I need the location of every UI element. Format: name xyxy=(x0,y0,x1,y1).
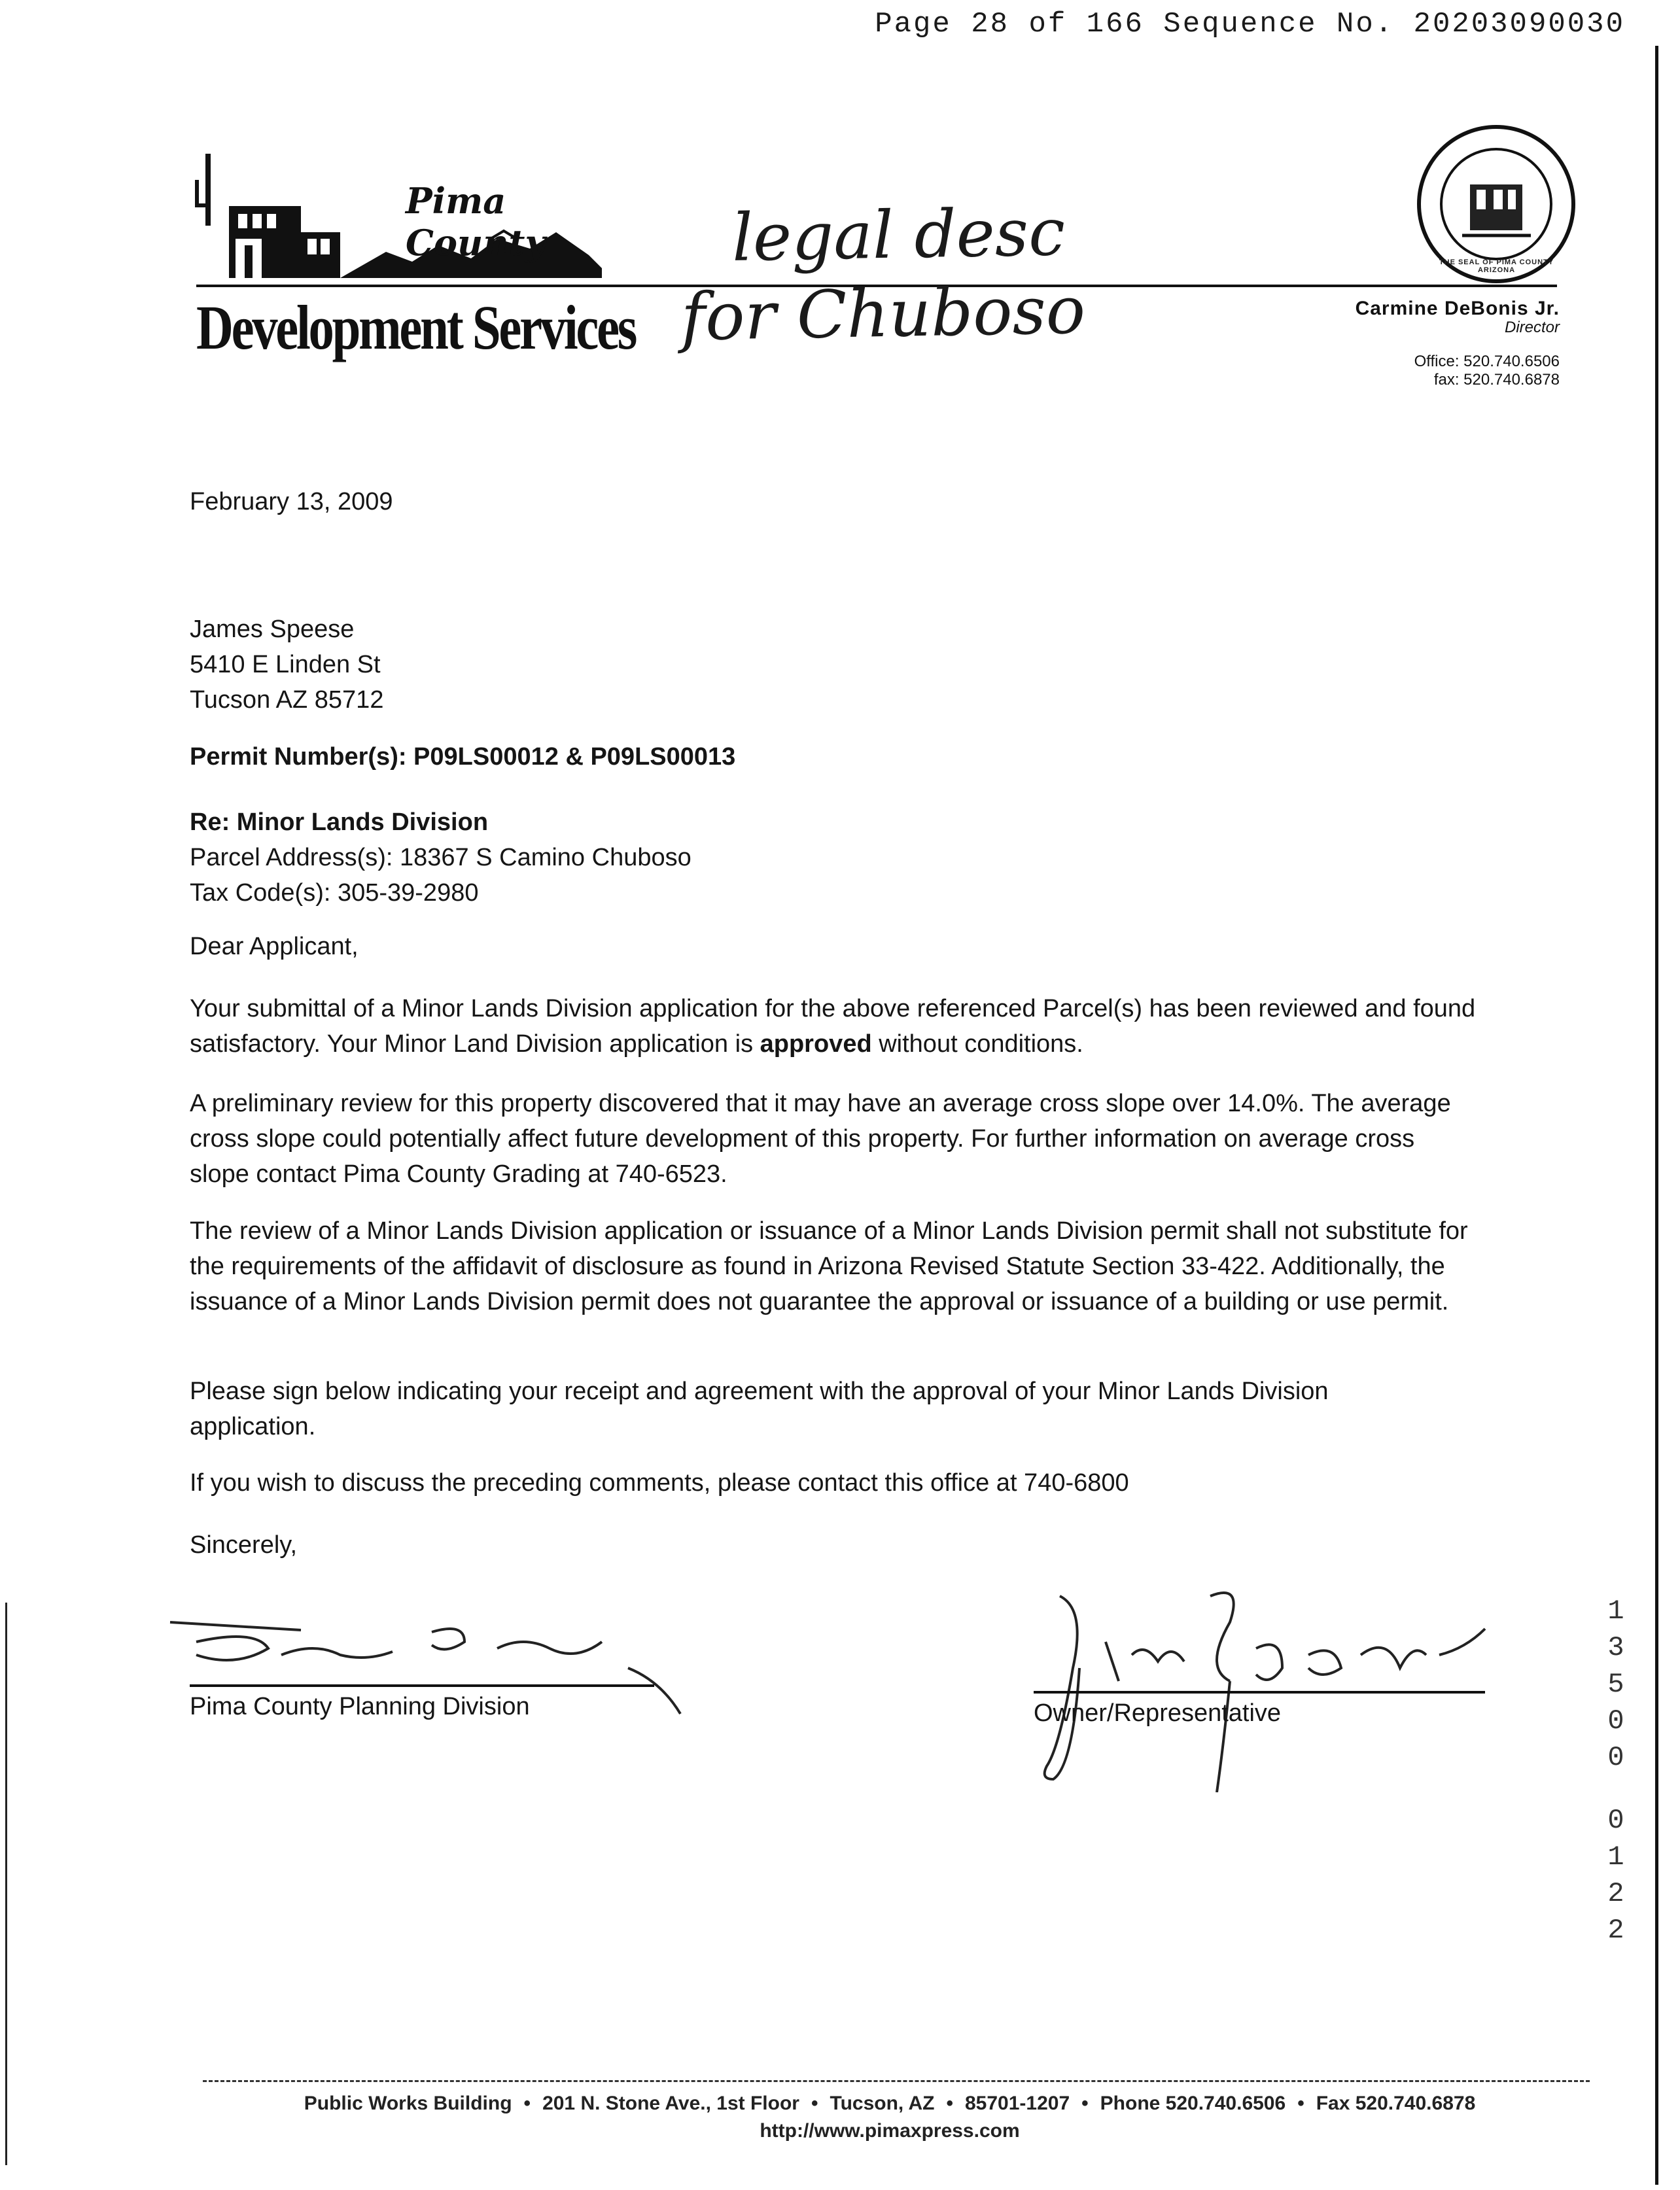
footer xyxy=(209,2090,1570,2145)
recipient-city: Tucson AZ 85712 xyxy=(190,686,384,714)
recipient-name: James Speese xyxy=(190,616,355,643)
footer-zip: 85701-1207 xyxy=(964,2093,1070,2114)
stamp-digit: 0 xyxy=(1607,1705,1624,1737)
closing: Sincerely, xyxy=(190,1531,298,1559)
approved-word: approved xyxy=(760,1030,872,1058)
paragraph-sign-request: Please sign below indicating your receipt and agreement with the approval of your Minor Lands Division application. xyxy=(190,1378,1329,1440)
stamp-digit: 2 xyxy=(1607,1915,1624,1946)
director-title: Director xyxy=(1504,319,1560,336)
footer-city: Tucson, AZ xyxy=(830,2093,935,2114)
county-seal xyxy=(1416,124,1577,285)
recipient-street: 5410 E Linden St xyxy=(190,651,381,678)
paragraph-contact: If you wish to discuss the preceding comments, please contact this office at 740-6800 xyxy=(190,1469,1129,1497)
stamp-digit: 0 xyxy=(1607,1805,1624,1836)
tax-code: Tax Code(s): 305-39-2980 xyxy=(190,879,479,907)
handwritten-signature-right xyxy=(1034,1583,1518,1792)
signature-label-right: Owner/Representative xyxy=(1034,1699,1282,1727)
fax-number: fax: 520.740.6878 xyxy=(1433,371,1560,389)
handwritten-note-line2: for Chuboso xyxy=(680,271,1086,356)
salutation: Dear Applicant, xyxy=(190,933,359,960)
side-stamp-number xyxy=(1600,1593,1632,1949)
signature-line-left xyxy=(190,1684,654,1687)
signature-owner xyxy=(1034,1583,1518,1792)
parcel-address: Parcel Address(s): 18367 S Camino Chuboso xyxy=(190,844,691,871)
signature-line-right xyxy=(1034,1691,1485,1694)
stamp-digit: 5 xyxy=(1607,1669,1624,1700)
handwritten-note-line1: legal desc xyxy=(731,194,1066,276)
footer-street: 201 N. Stone Ave., 1st Floor xyxy=(542,2093,799,2114)
stamp-digit: 1 xyxy=(1607,1595,1624,1627)
office-phone: Office: 520.740.6506 xyxy=(1414,353,1560,370)
department-name: Development Services xyxy=(196,292,636,362)
footer-building: Public Works Building xyxy=(304,2093,512,2114)
permit-numbers: Permit Number(s): P09LS00012 & P09LS00013 xyxy=(190,743,736,771)
stamp-digit: 1 xyxy=(1607,1841,1624,1873)
scan-border-right xyxy=(1655,46,1658,2185)
stamp-digit: 3 xyxy=(1607,1632,1624,1663)
page-sequence-header: Page 28 of 166 Sequence No. 20203090030 xyxy=(875,8,1625,41)
signature-planning xyxy=(157,1616,693,1733)
re-block xyxy=(190,805,691,911)
paragraph-approval-tail: without conditions. xyxy=(871,1030,1083,1058)
paragraph-cross-slope: A preliminary review for this property discovered that it may have an average cross slope over 14.0%. The average cross slope could potentially affect future development of this property. For further information on average cross slope contact Pima County Grading at 740-6523. xyxy=(190,1090,1451,1188)
recipient-address xyxy=(190,612,383,718)
signature-label-left: Pima County Planning Division xyxy=(190,1693,530,1720)
seal-text: THE SEAL OF PIMA COUNTY ARIZONA xyxy=(1439,258,1554,274)
paragraph-approval xyxy=(190,991,1498,1062)
stamp-digit: 2 xyxy=(1607,1878,1624,1909)
county-script-title: Pima County xyxy=(406,180,546,264)
footer-phone: Phone 520.740.6506 xyxy=(1100,2093,1286,2114)
re-subject: Re: Minor Lands Division xyxy=(190,808,489,836)
footer-rule xyxy=(203,2080,1590,2082)
letterhead-logo xyxy=(190,141,608,285)
letter-date: February 13, 2009 xyxy=(190,488,393,515)
paragraph-affidavit: The review of a Minor Lands Division application or issuance of a Minor Lands Division permit shall not substitute for the requirements of the affidavit of disclosure as found in Arizona Revised Statute Section 33-422. Additionally, the issuance of a Minor Lands Division permit does not guarantee the approval or issuance of a building or use permit. xyxy=(190,1217,1468,1315)
director-name: Carmine DeBonis Jr. xyxy=(1355,298,1560,319)
footer-address: Public Works Building • 201 N. Stone Ave., 1st Floor • Tucson, AZ • 85701-1207 • Phone 520.740.6506 • Fax 520.740.6878 xyxy=(304,2093,1476,2114)
director-block xyxy=(1356,298,1560,389)
footer-website[interactable]: http://www.pimaxpress.com xyxy=(760,2120,1020,2142)
stamp-digit: 0 xyxy=(1607,1742,1624,1773)
footer-fax: Fax 520.740.6878 xyxy=(1316,2093,1476,2114)
scan-border-left xyxy=(5,1603,7,2165)
paragraph-approval-text: Your submittal of a Minor Lands Division application for the above referenced Parcel(s) has been reviewed and found satisfactory. Your Minor Land Division application is xyxy=(190,995,1476,1058)
handwritten-note xyxy=(679,193,1086,357)
